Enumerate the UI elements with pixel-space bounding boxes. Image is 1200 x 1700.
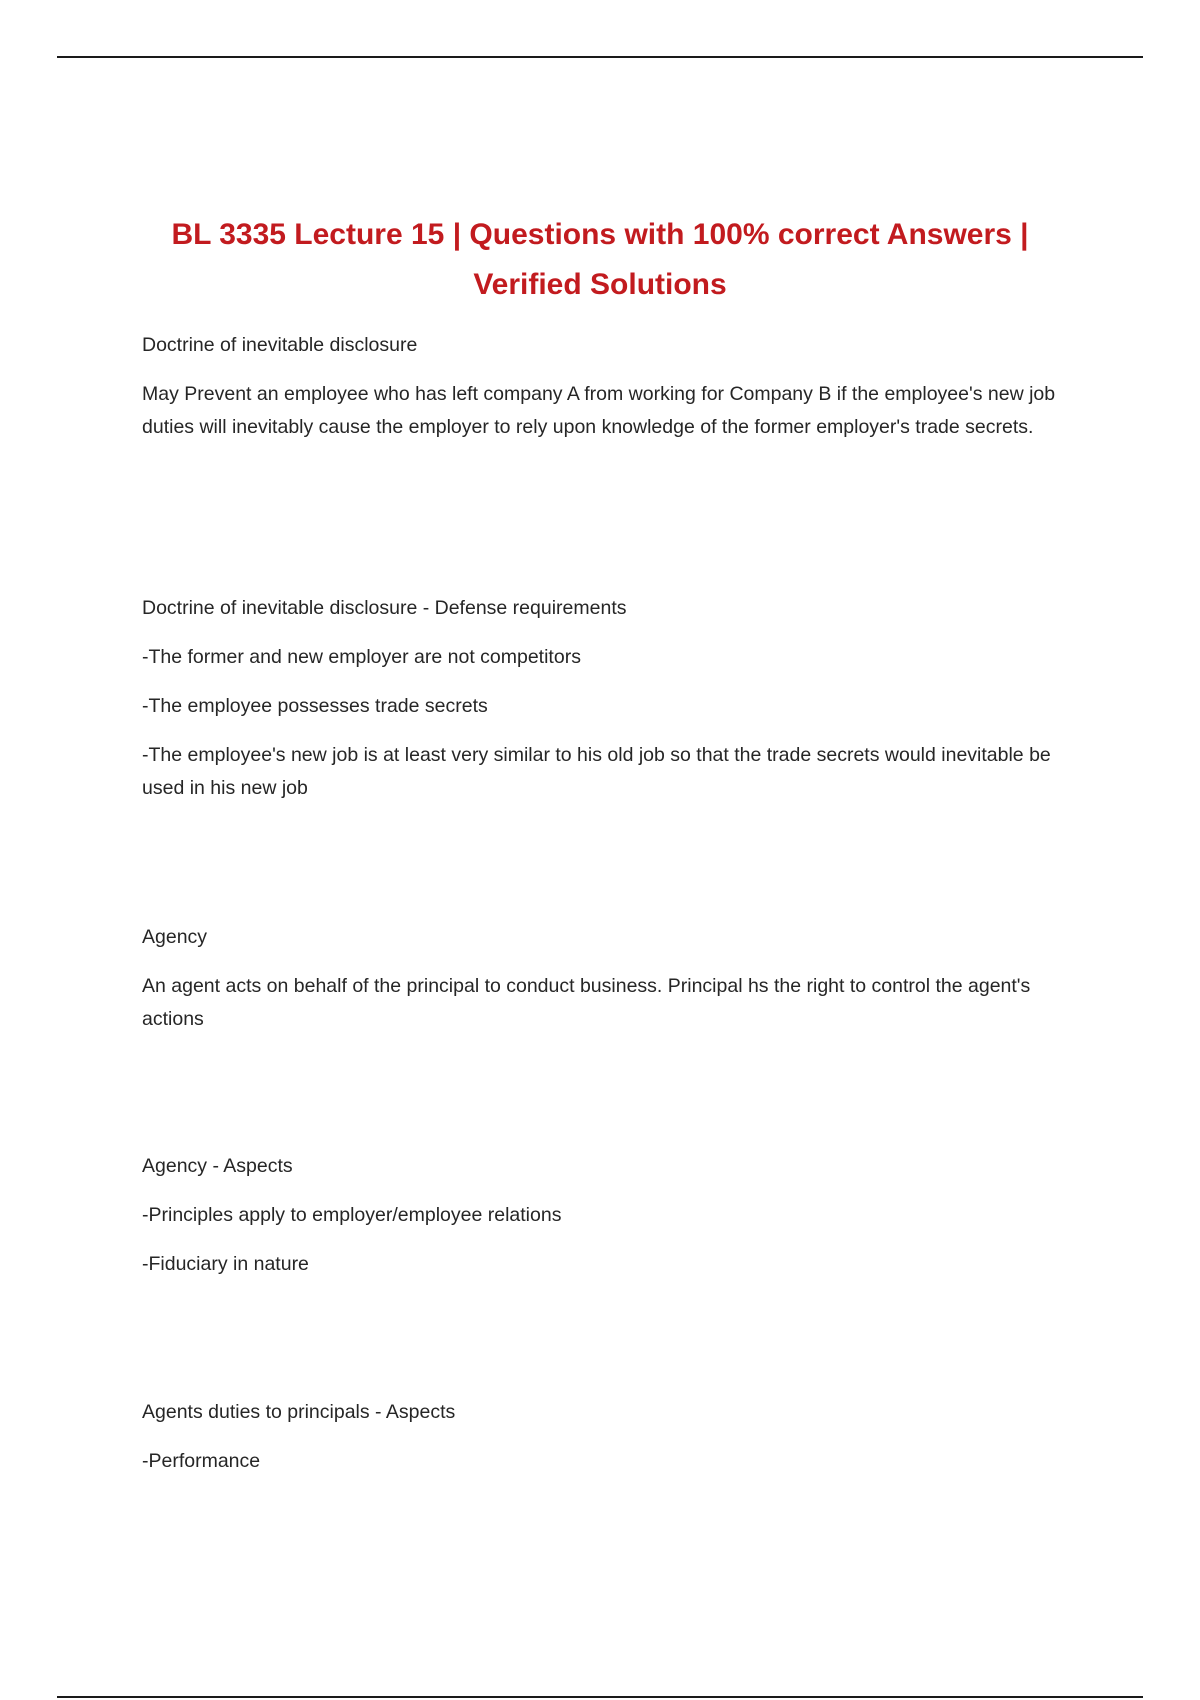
question-text: Agency: [142, 926, 208, 948]
answer-text: An agent acts on behalf of the principal to conduct business. Principal hs the right to control the agent's actions: [142, 975, 1031, 1030]
answer-text: -Performance: [142, 1450, 261, 1472]
question-text: Agents duties to principals - Aspects: [142, 1401, 456, 1423]
question-text: Agency - Aspects: [142, 1155, 293, 1177]
answer-text: -The employee's new job is at least very similar to his old job so that the trade secrets would inevitable be used in his new job: [142, 744, 1051, 799]
header-rule: [57, 56, 1143, 58]
qa-section: [142, 592, 1082, 821]
answer-text: -Fiduciary in nature: [142, 1253, 309, 1275]
answer-text: -The former and new employer are not competitors: [142, 646, 581, 668]
qa-section: [142, 1396, 1082, 1494]
question-text: Doctrine of inevitable disclosure: [142, 334, 418, 356]
question-text: Doctrine of inevitable disclosure - Defense requirements: [142, 597, 627, 619]
title-line-1: BL 3335 Lecture 15 | Questions with 100% correct Answers |: [171, 218, 1029, 251]
qa-section: [142, 329, 1082, 460]
qa-section: [142, 1150, 1082, 1297]
footer-rule: [57, 1696, 1143, 1698]
document-title: [100, 210, 1100, 310]
answer-text: May Prevent an employee who has left company A from working for Company B if the employee's new job duties will inevitably cause the employer to rely upon knowledge of the former employer's trade secrets.: [142, 383, 1056, 438]
answer-text: -Principles apply to employer/employee relations: [142, 1204, 562, 1226]
title-line-2: Verified Solutions: [473, 268, 727, 301]
qa-section: [142, 921, 1082, 1052]
answer-text: -The employee possesses trade secrets: [142, 695, 488, 717]
